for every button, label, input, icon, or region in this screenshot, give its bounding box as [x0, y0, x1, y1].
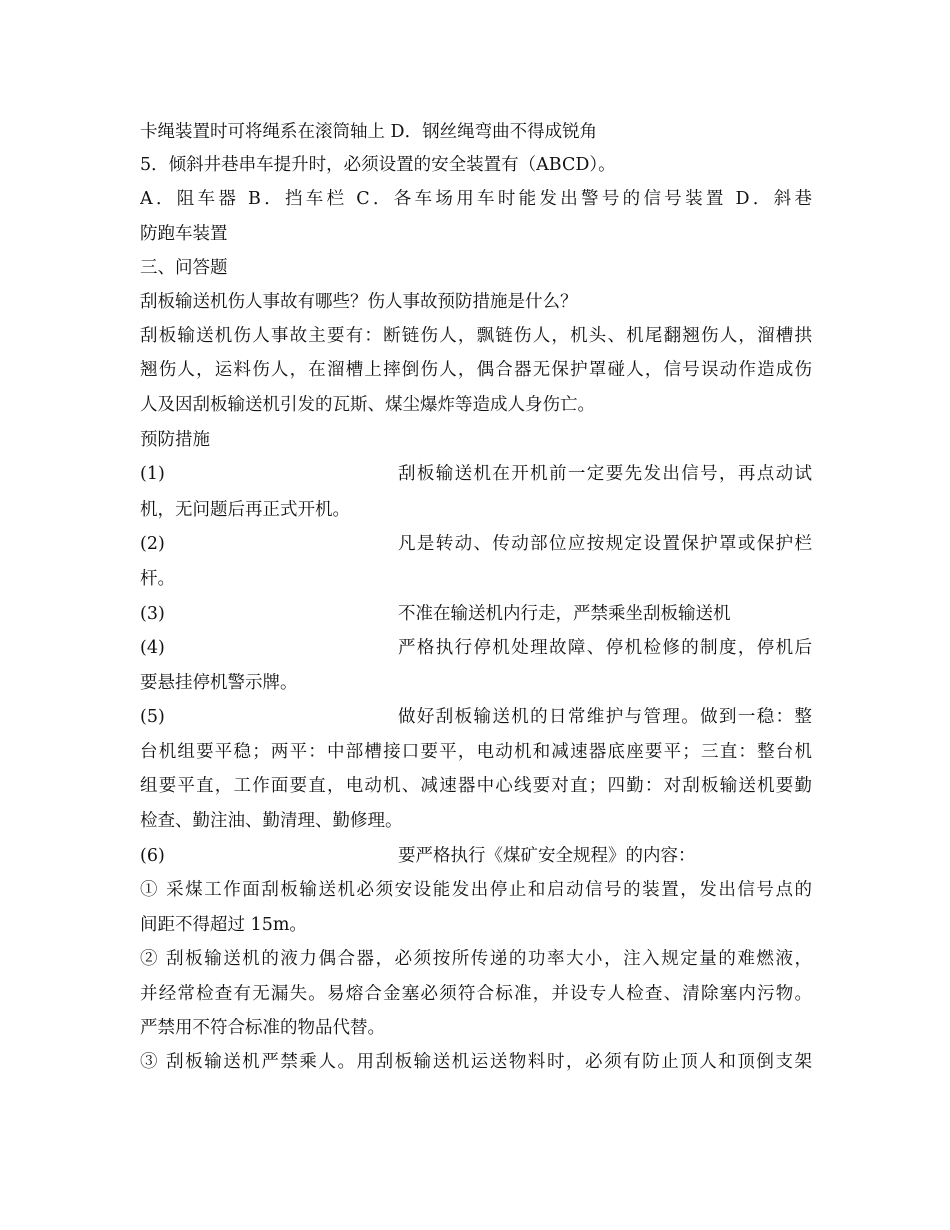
measure-item: [140, 527, 812, 561]
measure-item: [140, 700, 812, 734]
measure-text: 刮板输送机在开机前一定要先发出信号，再点动试: [398, 464, 812, 484]
measure-text: 不准在输送机内行走，严禁乘坐刮板输送机: [398, 604, 731, 624]
regulation-line: ① 采煤工作面刮板输送机必须安设能发出停止和启动信号的装置，发出信号点的: [140, 880, 812, 900]
measure-continuation: 台机组要平稳；两平：中部槽接口要平，电动机和减速器底座要平；三直：整台机: [140, 742, 812, 762]
measure-text: 凡是转动、传动部位应按规定设置保护罩或保护栏: [398, 534, 812, 554]
question-5: 5．倾斜井巷串车提升时，必须设置的安全装置有（ABCD）。: [140, 155, 616, 175]
measure-text: 严格执行停机处理故障、停机检修的制度，停机后: [398, 638, 812, 658]
section-heading: 三、问答题: [140, 258, 228, 278]
measure-text: 做好刮板输送机的日常维护与管理。做到一稳：整: [398, 707, 812, 727]
measure-number: (5): [140, 707, 165, 727]
measure-number: (2): [140, 534, 165, 554]
regulation-line: 并经常检查有无漏失。易熔合金塞必须符合标准，并设专人检查、清除塞内污物。: [140, 984, 812, 1004]
answer-paragraph-line: 人及因刮板输送机引发的瓦斯、煤尘爆炸等造成人身伤亡。: [140, 395, 595, 415]
measure-item: [140, 597, 812, 631]
regulation-line: ② 刮板输送机的液力偶合器，必须按所传递的功率大小，注入规定量的难燃液，: [140, 949, 812, 969]
measure-text: 要严格执行《煤矿安全规程》的内容：: [398, 846, 696, 866]
measure-number: (6): [140, 846, 165, 866]
measure-number: (4): [140, 638, 165, 658]
measure-continuation: 组要平直，工作面要直，电动机、减速器中心线要对直；四勤：对刮板输送机要勤: [140, 776, 812, 796]
question-title: 刮板输送机伤人事故有哪些？伤人事故预防措施是什么？: [140, 292, 578, 312]
answer-paragraph-line: 刮板输送机伤人事故主要有：断链伤人，飘链伤人，机头、机尾翻翘伤人，溜槽拱: [140, 326, 812, 346]
measure-continuation: 检查、勤注油、勤清理、勤修理。: [140, 811, 403, 831]
measure-item: [140, 457, 812, 491]
regulation-line: 严禁用不符合标准的物品代替。: [140, 1018, 385, 1038]
measure-continuation: 机，无问题后再正式开机。: [140, 500, 350, 520]
question-5-options: A．阻车器 B．挡车栏 C．各车场用车时能发出警号的信号装置 D．斜巷: [140, 189, 812, 209]
measure-number: (3): [140, 604, 165, 624]
regulation-line: ③ 刮板输送机严禁乘人。用刮板输送机运送物料时，必须有防止顶人和顶倒支架: [140, 1052, 812, 1072]
regulation-line: 间距不得超过 15m。: [140, 915, 307, 935]
subheading-measures: 预防措施: [140, 430, 210, 450]
text-line: 卡绳装置时可将绳系在滚筒轴上 D．钢丝绳弯曲不得成锐角: [140, 122, 598, 142]
text-line: 防跑车装置: [140, 224, 228, 244]
measure-number: (1): [140, 464, 165, 484]
measure-item: [140, 839, 812, 873]
measure-item: [140, 631, 812, 665]
measure-continuation: 要悬挂停机警示牌。: [140, 673, 298, 693]
answer-paragraph-line: 翘伤人，运料伤人，在溜槽上摔倒伤人，偶合器无保护罩碰人，信号误动作造成伤: [140, 360, 812, 380]
measure-continuation: 杆。: [140, 569, 175, 589]
